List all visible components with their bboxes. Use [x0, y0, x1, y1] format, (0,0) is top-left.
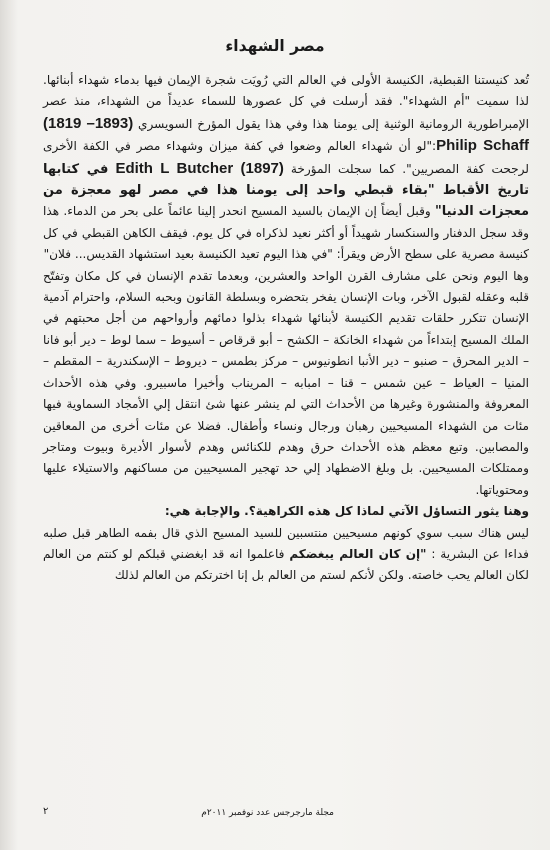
schaff-quote: :"لو أن شهداء العالم وضعوا في كفة ميزان وشهداء مصر في الكفة الأخرى لرجحت كفة المصريين". كما سجلت المؤرخة — [43, 139, 529, 176]
article-body — [43, 70, 529, 587]
intro-continuation: وقبل أيضاً إن الإيمان بالسيد المسيح انحدر إلينا عائماً على بحر من الدماء. هذا وقد سجل الدفنار والسنكسار شهيداً أو أكثر نعيد لذكراه في كل يوم. فيقف الكاهن القبطي في كل كنيسة مصرية على سطح الأرض ويقرأ: "في هذا اليوم تعيد الكنيسة بعيد استشهاد القديس... فلان" — [43, 204, 529, 262]
paragraph-answer — [43, 523, 529, 587]
page-title: مصر الشهداء — [225, 37, 325, 55]
schaff-name: Philip Schaff — [436, 137, 530, 155]
intro-text: تُعد كنيستنا القبطية، الكنيسة الأولى في العالم التي رُويَت شجرة الإيمان فيها بدماء شهداء أبنائها. لذا سميت "أم الشهداء". فقد أرسلت في كل عصورها للسماء عديداً من الشهداء، منذ عصر الإمبراطورية الرومانية الوثنية إلى يومنا هذا وفي هذا يقول المؤرخ السويسري — [43, 73, 529, 131]
question-text: وهنا يثور التساؤل الآتي لماذا كل هذه الكراهية؟. — [244, 504, 529, 519]
page-footer — [43, 803, 529, 823]
answer-text: ليس هناك سبب سوي كونهم مسيحيين منتسبين للسيد المسيح الذي قال بفمه الطاهر قبل صلبه فداءا عن البشرية : — [43, 525, 529, 561]
paragraph-martyrs: وها اليوم ونحن على مشارف القرن الواحد والعشرين، وبعدما تقدم الإنسان في كل مكان وتفتّح قلبه وعقله لقبول الآخر، وبات الإنسان يفخر بتحضره وبسلطة القانون وبحبه السلام، واحترام آدمية الإنسان تتكرر حلقات تقديم الكنيسة لأبنائها شهداء بذلوا دمائهم وأرواحهم من أجل محبتهم في الملك المسيح إبتداءاً من شهداء الخانكة – الكشح – أبو قرقاص – أسيوط – سما لوط – دير أبو فانا – الدير المحرق – صنبو – دير الأنبا انطونيوس – مركز بطمس – ديروط – الإسكندرية – المقطم – المنيا – العياط – عين شمس – قنا – امبابه – المريناب وأخيرا ماسبيرو. وفي هذه الأحداث المعروفة والمنشورة وغيرها من الأحداث التي لم ينشر عنها شئ انتقل إلي الأمجاد السماوية فيها مئات من الشهداء المسيحيين رهبان ورجال ونساء وأطفال. فضلا عن مئات أخرى من المعاقين والمصابين. وتبع معظم هذه الأحداث حرق وهدم للكنائس وهدم لأسوار الأديرة وبيوت ومتاجر وممتلكات المسيحيين. بل وبلغ الاضطهاد إلي حد تهجير المسيحيين من مساكنهم والاستيلاء عليها ومحتوياتها. — [43, 268, 529, 497]
answer-label: والإجابة هي: — [164, 504, 241, 519]
bible-quote-bold: "إن كان العالم يبغضكم — [289, 546, 427, 561]
paragraph-intro — [43, 70, 529, 266]
butcher-quote: في كتابها تاريخ الأقباط "بقاء قبطي واحد إلى يومنا هذا في مصر لهو معجزة من معجزات الدنيا" — [43, 161, 529, 220]
schaff-years: (1819 –1893) — [43, 114, 134, 132]
question-line — [43, 501, 529, 522]
answer-continuation: فاعلموا انه قد ابغضني قبلكم لو كنتم من العالم لكان العالم يحب خاصته. ولكن لأنكم لستم من العالم بل إنا اخترتكم من العالم لذلك — [43, 546, 529, 583]
butcher-name: Edith L Butcher (1897) — [115, 159, 284, 177]
journal-name: مجلة مارجرجس عدد نوفمبر ٢٠١١م — [201, 808, 334, 818]
page-number: ٢ — [43, 806, 49, 817]
